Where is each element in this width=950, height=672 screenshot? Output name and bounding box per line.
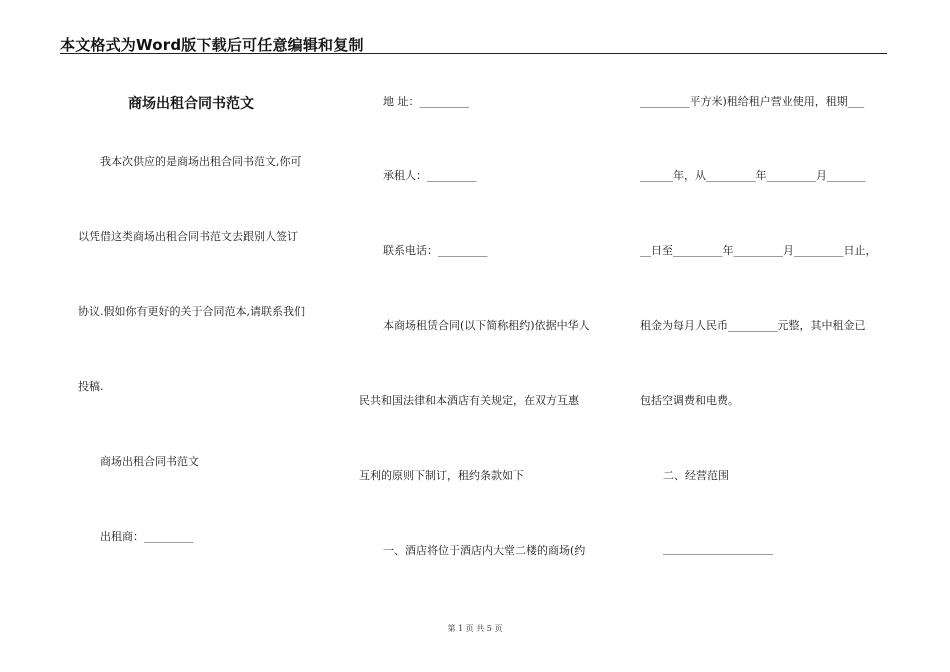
paragraph-line: 民共和国法律和本酒店有关规定，在双方互惠 <box>359 394 579 407</box>
clause-line: ______年，从_________年_________月_______ <box>640 169 866 182</box>
lessee-field: 承租人：_________ <box>383 169 477 182</box>
blank-line: ____________________ <box>663 542 773 555</box>
clause-line: 一、酒店将位于酒店内大堂二楼的商场(约 <box>383 544 586 557</box>
clause-line: __日至_________年_________月_________日止， <box>640 244 877 257</box>
lessor-field: 出租商：_________ <box>100 530 194 543</box>
paragraph-line: 以凭借这类商场出租合同书范文去跟别人签订 <box>78 230 298 243</box>
phone-field: 联系电话：_________ <box>383 244 488 257</box>
section-heading: 二、经营范围 <box>663 469 729 482</box>
clause-line: 包括空调费和电费。 <box>640 394 739 407</box>
document-title: 商场出租合同书范文 <box>128 96 254 112</box>
paragraph-line: 互利的原则下制订，租约条款如下 <box>359 469 524 482</box>
paragraph-line: 本商场租赁合同(以下简称租约)依据中华人 <box>383 319 590 332</box>
address-field: 地 址：_________ <box>383 95 469 108</box>
clause-line: _________平方米)租给租户营业使用，租期___ <box>640 95 865 108</box>
clause-line: 租金为每月人民币_________元整，其中租金已 <box>640 319 866 332</box>
paragraph-line: 投稿. <box>78 380 104 393</box>
section-heading: 商场出租合同书范文 <box>100 455 199 468</box>
paragraph-line: 协议.假如你有更好的关于合同范本,请联系我们 <box>78 305 305 318</box>
document-header: 本文格式为Word版下载后可任意编辑和复制 <box>60 36 364 54</box>
page-footer: 第 1 页 共 5 页 <box>447 624 503 633</box>
paragraph-line: 我本次供应的是商场出租合同书范文,你可 <box>100 155 302 168</box>
header-divider <box>60 53 887 54</box>
